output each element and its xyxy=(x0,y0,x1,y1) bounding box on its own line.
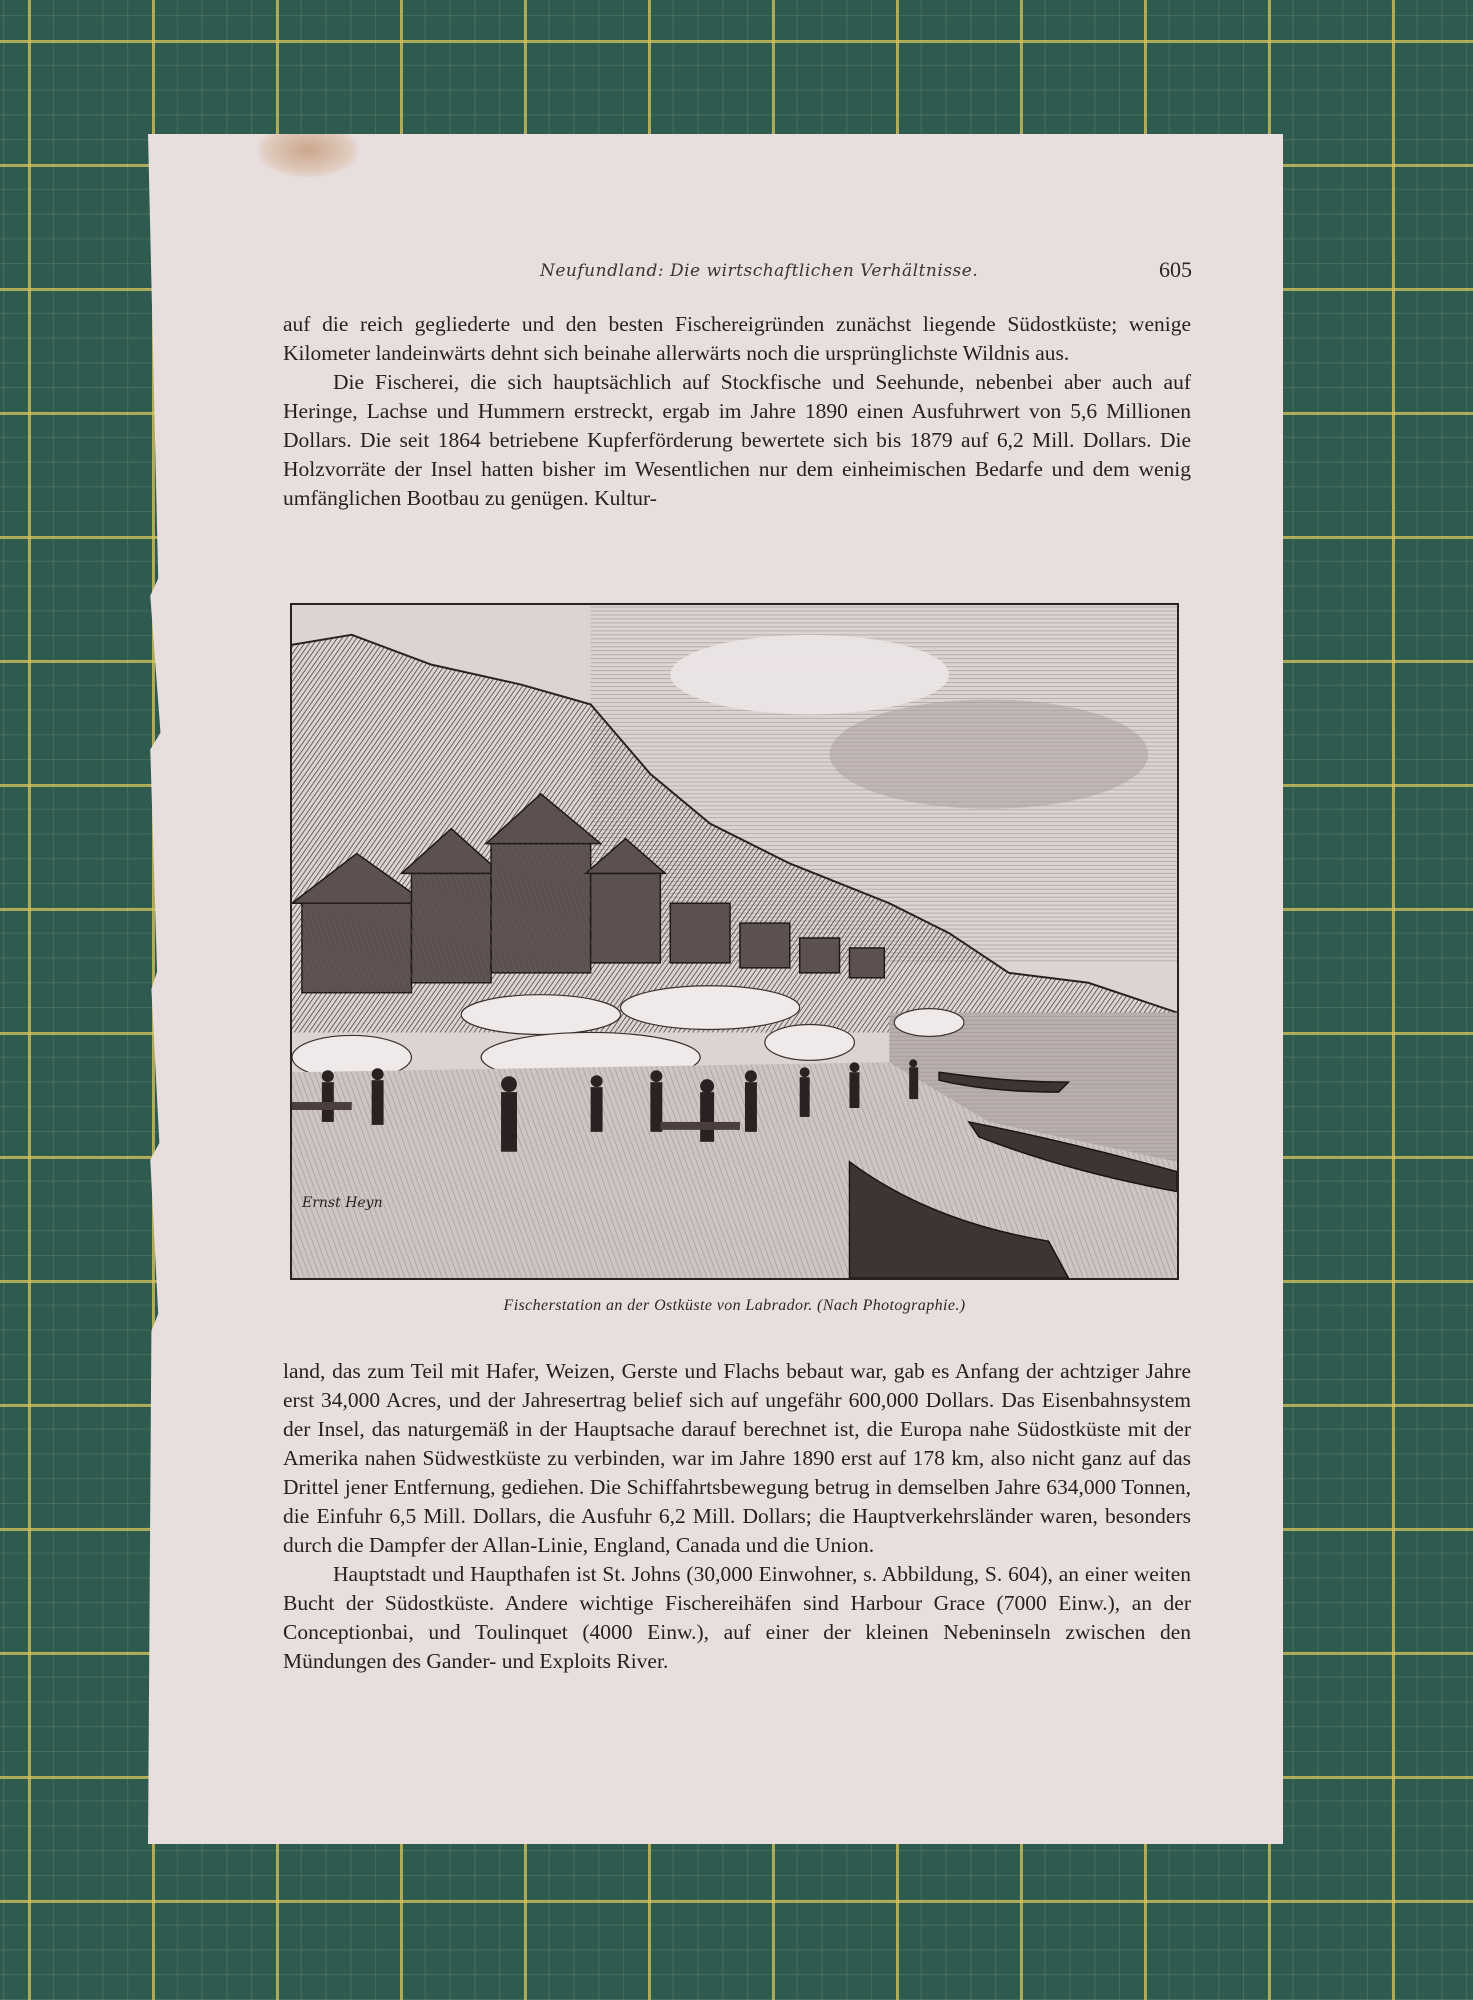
running-head xyxy=(392,257,1192,295)
running-title: Neufundland: Die wirtschaftlichen Verhältnisse. xyxy=(540,261,979,281)
text-block-top xyxy=(283,310,1191,513)
engraving-illustration xyxy=(290,603,1179,1280)
page-number: 605 xyxy=(1159,257,1192,282)
page-stain xyxy=(258,132,358,177)
paragraph: land, das zum Teil mit Hafer, Weizen, Gerste und Flachs bebaut war, gab es Anfang der achtziger Jahre erst 34,000 Acres, und der Jahresertrag belief sich auf ungefähr 600,000 Dollars. Das Eisenbahnsystem der Insel, das naturgemäß in der Hauptsache darauf berechnet ist, die Europa nahe Südostküste mit der Amerika nahen Südwestküste zu verbinden, war im Jahre 1890 erst auf 178 km, also nicht ganz auf das Drittel jener Entfernung, gediehen. Die Schiffahrtsbewegung betrug in demselben Jahre 634,000 Tonnen, die Einfuhr 6,5 Mill. Dollars, die Ausfuhr 6,2 Mill. Dollars; die Hauptverkehrsländer waren, besonders durch die Dampfer der Allan-Linie, England, Canada und die Union. xyxy=(283,1359,1191,1557)
paragraph: auf die reich gegliederte und den besten Fischereigründen zunächst liegende Südostküste; wenige Kilometer landeinwärts dehnt sich beinahe allerwärts noch die ursprünglichste Wildnis aus. xyxy=(283,312,1191,365)
figure-caption: Fischerstation an der Ostküste von Labrador. (Nach Photographie.) xyxy=(503,1297,966,1314)
paragraph: Hauptstadt und Haupthafen ist St. Johns (30,000 Einwohner, s. Abbildung, S. 604), an einer weiten Bucht der Südostküste. Andere wichtige Fischereihäfen sind Harbour Grace (7000 Einw.), an der Conceptionbai, und Toulinquet (4000 Einw.), auf einer der kleinen Nebeninseln zwischen den Mündungen des Gander- und Exploits River. xyxy=(283,1562,1191,1673)
paragraph: Die Fischerei, die sich hauptsächlich auf Stockfische und Seehunde, nebenbei aber auch auf Heringe, Lachse und Hummern erstreckt, ergab im Jahre 1890 einen Ausfuhrwert von 5,6 Millionen Dollars. Die seit 1864 betriebene Kupferförderung bewertete sich bis 1879 auf 6,2 Mill. Dollars. Die Holzvorräte der Insel hatten bisher im Wesentlichen nur dem einheimischen Bedarfe und dem wenig umfänglichen Bootbau zu genügen. Kultur- xyxy=(283,370,1191,510)
artist-signature: Ernst Heyn xyxy=(302,1195,383,1211)
engraving-drawing xyxy=(292,605,1177,1278)
text-block-bottom xyxy=(283,1357,1191,1676)
